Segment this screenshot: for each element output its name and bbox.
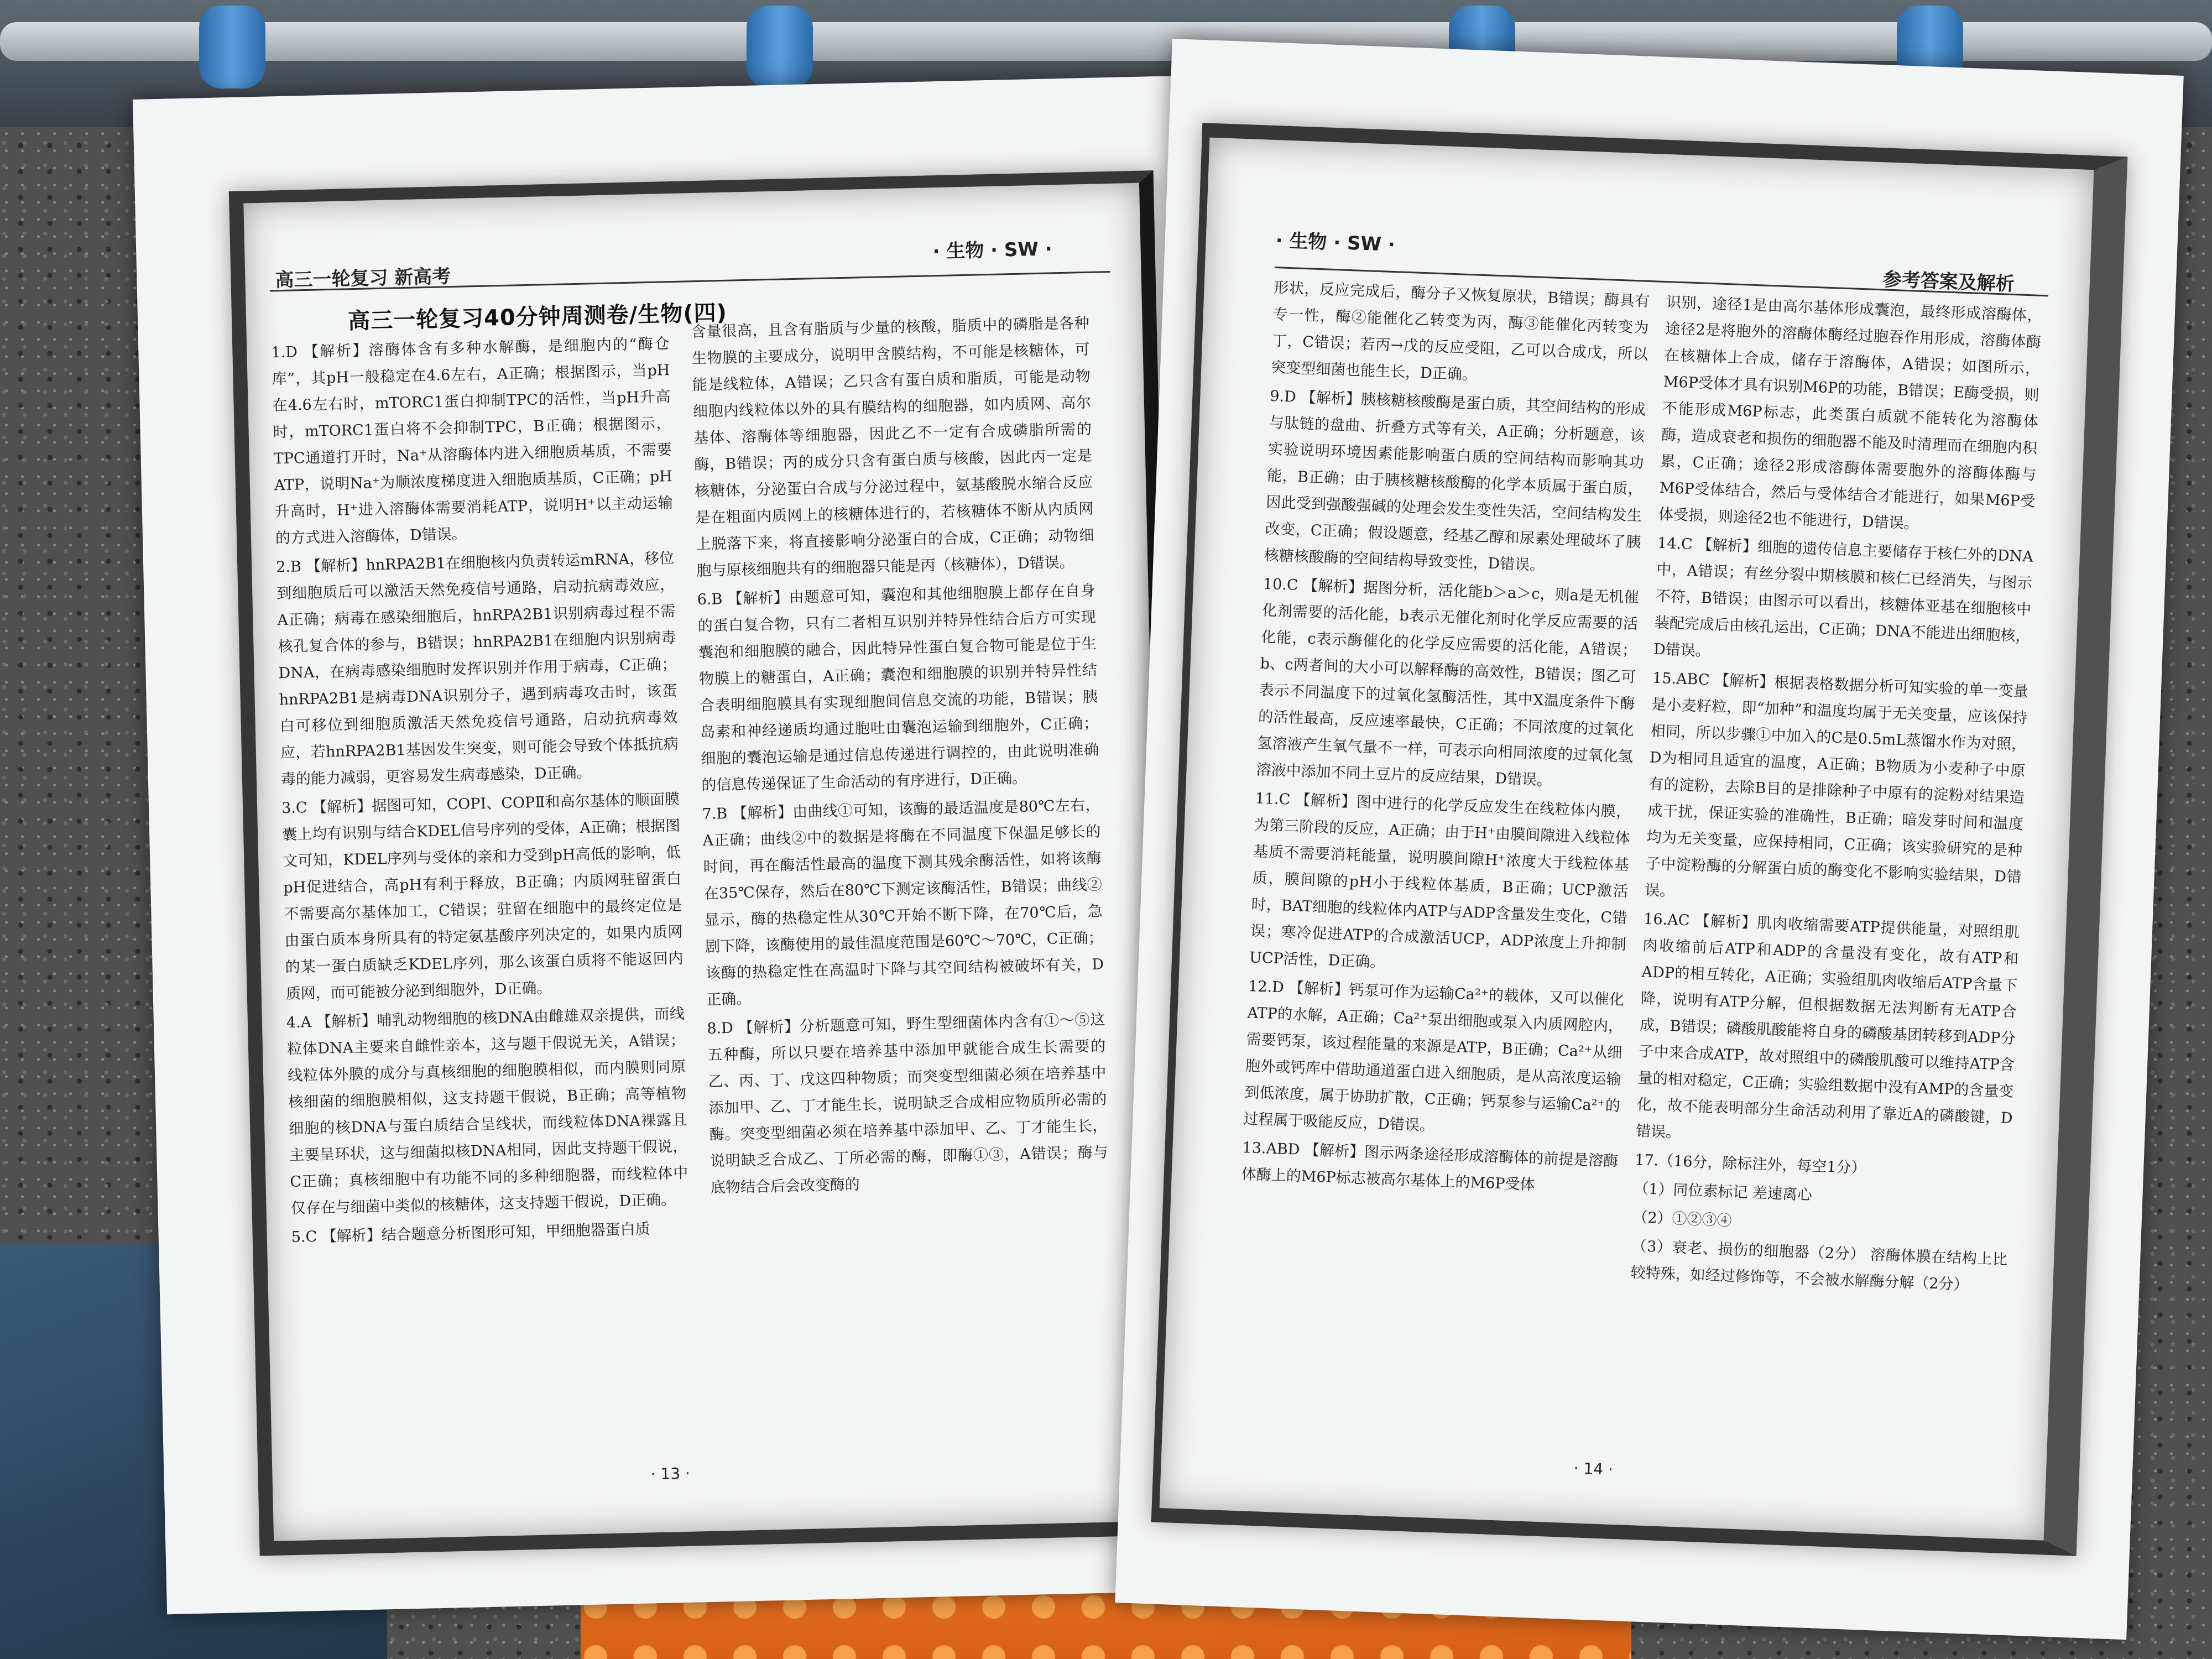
answer-5-cont: 含量很高，且含有脂质与少量的核酸，脂质中的磷脂是各种生物膜的主要成分，说明甲含膜结构，不可能是核糖体，可能是线粒体，A错误；乙只含有蛋白质和脂质，可能是动物细胞内线粒体以外的具有膜结构的细胞器，如内质网、高尔基体、溶酶体等细胞器，因此乙不一定有合成磷脂所需的酶，B错误；丙的成分只含有蛋白质与核酸，因此丙一定是核糖体，分泌蛋白合成与分泌过程中，氨基酸脱水缩合反应是在粗面内质网上的核糖体进行的，若核糖体不断从内质网上脱落下来，将直接影响分泌蛋白的合成，C正确；动物细胞与原核细胞共有的细胞器只能是丙（核糖体），D错误。 xyxy=(691,314,1094,580)
header-right: · 生物 · SW · xyxy=(932,238,1053,263)
left-column-2 xyxy=(691,310,1114,1442)
answer-17-head: 17.（16分，除标注外，每空1分） xyxy=(1634,1151,1867,1177)
header-left: 高三一轮复习 新高考 xyxy=(275,265,451,292)
chair-cap xyxy=(199,6,265,88)
answer-7: 7.B 【解析】由曲线①可知，该酶的最适温度是80℃左右，A正确；曲线②中的数据是将酶在不同温度下保温足够长的时间，再在酶活性最高的温度下测其残余酶活性，如将该酶在35℃保存，然后在80℃下测定该酶活性，B错误；曲线②显示，酶的热稳定性从30℃开始不断下降，在70℃后，急剧下降，该酶使用的最佳温度范围是60℃～70℃，C正确；该酶的热稳定性在高温时下降与其空间结构被破坏有关，D正确。 xyxy=(702,796,1104,1009)
answer-10: 10.C 【解析】据图分析，活化能b＞a＞c，则a是无机催化剂需要的活化能，b表示无催化剂时化学反应需要的活化能，c表示酶催化的化学反应需要的活化能，A错误；b、c两者间的大小可以解释酶的高效性，B错误；图乙可表示不同温度下的过氧化氢酶活性，其中X温度条件下酶的活性最高，反应速率最快，C正确；不同浓度的过氧化氢溶液产生氧气量不一样，可表示向相同浓度的过氧化氢溶液中添加不同土豆片的反应结果，D错误。 xyxy=(1256,575,1640,790)
answer-11: 11.C 【解析】图中进行的化学反应发生在线粒体内膜，为第三阶段的反应，A正确；由于H⁺由膜间隙进入线粒体基质不需要消耗能量，说明膜间隙H⁺浓度大于线粒体基质，膜间隙的pH小于线粒体基质，B正确；UCP激活时，BAT细胞的线粒体内ATP与ADP含量发生变化，C错误；寒冷促进ATP的合成激活UCP，ADP浓度上升抑制UCP活性，D正确。 xyxy=(1249,790,1631,972)
chair-rail xyxy=(0,22,2212,61)
header-right: 参考答案及解析 xyxy=(1882,268,2015,296)
answer-3: 3.C 【解析】据图可知，COPⅠ、COPⅡ和高尔基体的顺面膜囊上均有识别与结合KDEL信号序列的受体，A正确；根据图文可知，KDEL序列与受体的亲和力受到pH高低的影响，低pH促进结合，高pH有利于释放，B正确；内质网驻留蛋白不需要高尔基体加工，C错误；驻留在细胞中的最终定位是由蛋白质本身所具有的特定氨基酸序列决定的，如果内质网的某一蛋白质缺乏KDEL序列，那么该蛋白质将不能返回内质网，而可能被分泌到细胞外，D正确。 xyxy=(281,790,684,1003)
answer-4: 4.A 【解析】哺乳动物细胞的核DNA由雌雄双亲提供，而线粒体DNA主要来自雌性亲本，这与题干假说无关，A错误；线粒体外膜的成分与真核细胞的细胞膜相似，而内膜则同原核细菌的细胞膜相似，这支持题干假说，B正确；高等植物细胞的核DNA与蛋白质结合呈线状，而线粒体DNA裸露且主要呈环状，这与细菌拟核DNA相同，因此支持题干假说，C正确；真核细胞中有功能不同的多种细胞器，而线粒体中仅存在与细菌中类似的核糖体，这支持题干假说，D正确。 xyxy=(286,1005,688,1218)
page-number: · 13 · xyxy=(650,1464,691,1484)
answer-17-1: （1）同位素标记 差速离心 xyxy=(1633,1180,1813,1204)
answer-17-3: （3）衰老、损伤的细胞器（2分） 溶酶体膜在结构上比较特殊，如经过修饰等，不会被水解酶分解（2分） xyxy=(1630,1237,2008,1294)
answer-16: 16.AC 【解析】肌肉收缩需要ATP提供能量，对照组肌肉收缩前后ATP和ADP的含量没有变化，故有ATP和ADP的相互转化，A正确；实验组肌肉收缩后ATP含量下降，说明有ATP分解，但根据数据无法判断有无ATP合成，B错误；磷酸肌酸能将自身的磷酸基团转移到ADP分子中来合成ATP，故对照组中的磷酸肌酸可以维持ATP含量的相对稳定，C正确；实验组数据中没有AMP的含量变化，故不能表明部分生命活动利用了靠近A的磷酸键，D错误。 xyxy=(1635,910,2020,1141)
answer-14: 14.C 【解析】细胞的遗传信息主要储存于核仁外的DNA中，A错误；有丝分裂中期核膜和核仁已经消失，与图示不符，B错误；由图示可以看出，核糖体亚基在细胞核中装配完成后由核孔运出，C正确；DNA不能进出细胞核，D错误。 xyxy=(1653,534,2034,660)
page-number: · 14 · xyxy=(1573,1459,1614,1479)
answer-8: 8.D 【解析】分析题意可知，野生型细菌体内含有①～⑤这五种酶，所以只要在培养基中添加甲就能合成生长需要的乙、丙、丁、戊这四种物质；而突变型细菌必须在培养基中添加甲、乙、丁才能生长，说明缺乏合成相应物质所必需的酶。突变型细菌必须在培养基中添加甲、乙、丁才能生长，说明缺乏合成乙、丁所必需的酶，即酶①③，A错误；酶与底物结合后会改变酶的 xyxy=(707,1011,1109,1197)
right-column-2 xyxy=(1625,289,2043,1453)
left-column-1 xyxy=(271,331,694,1451)
left-page xyxy=(133,75,1234,1614)
right-column-1 xyxy=(1232,275,1650,1438)
header-left: · 生物 · SW · xyxy=(1275,229,1396,256)
chair-cap xyxy=(747,6,813,88)
answer-1: 1.D 【解析】溶酶体含有多种水解酶，是细胞内的“酶仓库”，其pH一般稳定在4.6左右，A正确；根据图示，当pH在4.6左右时，mTORC1蛋白抑制TPC的活性，当pH升高时，mTORC1蛋白将不会抑制TPC，B正确；根据图示，TPC通道打开时，Na⁺从溶酶体内进入细胞质基质，不需要ATP，说明Na⁺为顺浓度梯度进入细胞质基质，C正确；pH升高时，H⁺进入溶酶体需要消耗ATP，说明H⁺以主动运输的方式进入溶酶体，D错误。 xyxy=(271,335,674,547)
answer-5: 5.C 【解析】结合题意分析图形可知，甲细胞器蛋白质 xyxy=(291,1220,650,1246)
answer-13-cont: 识别，途径1是由高尔基体形成囊泡，最终形成溶酶体，途径2是将胞外的溶酶体酶经过胞吞作用形成，溶酶体酶在核糖体上合成，储存于溶酶体，A错误；如图所示，M6P受体才具有识别M6P的功能，B错误；E酶受损，则不能形成M6P标志，此类蛋白质就不能转化为溶酶体酶，造成衰老和损伤的细胞器不能及时清理而在细胞内积累，C正确；途径2形成溶酶体需要胞外的溶酶体酶与M6P受体结合，然后与受体结合才能进行，如果M6P受体受损，则途径2也不能进行，D错误。 xyxy=(1658,294,2043,533)
answer-8-cont: 形状，反应完成后，酶分子又恢复原状，B错误；酶具有专一性，酶②能催化乙转变为丙，酶③能催化丙转变为丁，C错误；若丙→戊的反应受阻，乙可以合成戊，所以突变型细菌也能生长，D正确。 xyxy=(1270,279,1650,384)
answer-15: 15.ABC 【解析】根据表格数据分析可知实验的单一变量是小麦籽粒，即“加种”和温度均属于无关变量，应该保持相同，所以步骤①中加入的C是0.5mL蒸馏水作为对照，D为相同且适宜的温度，A正确；B物质为小麦种子中原有的淀粉，去除B目的是排除种子中原有的淀粉对结果造成干扰，保证实验的准确性，B正确；暗发芽时间和温度均为无关变量，应保持相同，C正确；该实验研究的是种子中淀粉酶的分解蛋白质的酶变化不影响实验结果，D错误。 xyxy=(1644,669,2029,900)
right-page xyxy=(1115,39,2183,1640)
answer-6: 6.B 【解析】由题意可知，囊泡和其他细胞膜上都存在自身的蛋白复合物，只有二者相互识别并特异性结合后方可实现囊泡和细胞膜的融合，因此特异性蛋白复合物可能是位于生物膜上的糖蛋白，A正确；囊泡和细胞膜的识别并特异性结合表明细胞膜具有实现细胞间信息交流的功能，B错误；胰岛素和神经递质均通过胞吐由囊泡运输到细胞外，C正确；细胞的囊泡运输是通过信息传递进行调控的，由此说明准确的信息传递保证了生命活动的有序进行，D正确。 xyxy=(697,582,1099,794)
answer-12: 12.D 【解析】钙泵可作为运输Ca²⁺的载体，又可以催化ATP的水解，A正确；Ca²⁺泵出细胞或泵入内质网腔内，需要钙泵，该过程能量的来源是ATP，B正确；Ca²⁺从细胞外或钙库中借助通道蛋白进入细胞质，是从高浓度运输到低浓度，属于协助扩散，C正确；钙泵参与运输Ca²⁺的过程属于吸能反应，D错误。 xyxy=(1243,978,1625,1135)
doc-title: 高三一轮复习40分钟周测卷/生物(四) xyxy=(347,300,728,335)
answer-17-2: （2）①②③④ xyxy=(1632,1208,1733,1230)
answer-9: 9.D 【解析】胰核糖核酸酶是蛋白质，其空间结构的形成与肽链的盘曲、折叠方式等有关，A正确；分析题意，该实验说明环境因素能影响蛋白质的空间结构而影响其功能，B正确；由于胰核糖核酸酶的化学本质属于蛋白质，因此受到强酸强碱的处理会发生变性失活，空间结构发生改变，C正确；假设题意，经基乙醇和尿素处理破坏了胰核糖核酸酶的空间结构导致变性，D错误。 xyxy=(1264,387,1646,575)
answer-2: 2.B 【解析】hnRPA2B1在细胞核内负责转运mRNA，移位到细胞质后可以激活天然免疫信号通路，启动抗病毒效应，A正确；病毒在感染细胞后，hnRPA2B1识别病毒过程不需核孔复合体的参与，B错误；hnRPA2B1在细胞内识别病毒DNA，在病毒感染细胞时发挥识别并作用于病毒，C正确；hnRPA2B1是病毒DNA识别分子，遇到病毒攻击时，该蛋白可移位到细胞质激活天然免疫信号通路，启动抗病毒效应，若hnRPA2B1基因发生突变，则可能会导致个体抵抗病毒的能力减弱，更容易发生病毒感染，D正确。 xyxy=(275,550,679,789)
answer-13: 13.ABD 【解析】图示两条途径形成溶酶体的前提是溶酶体酶上的M6P标志被高尔基体上的M6P受体 xyxy=(1241,1139,1619,1194)
